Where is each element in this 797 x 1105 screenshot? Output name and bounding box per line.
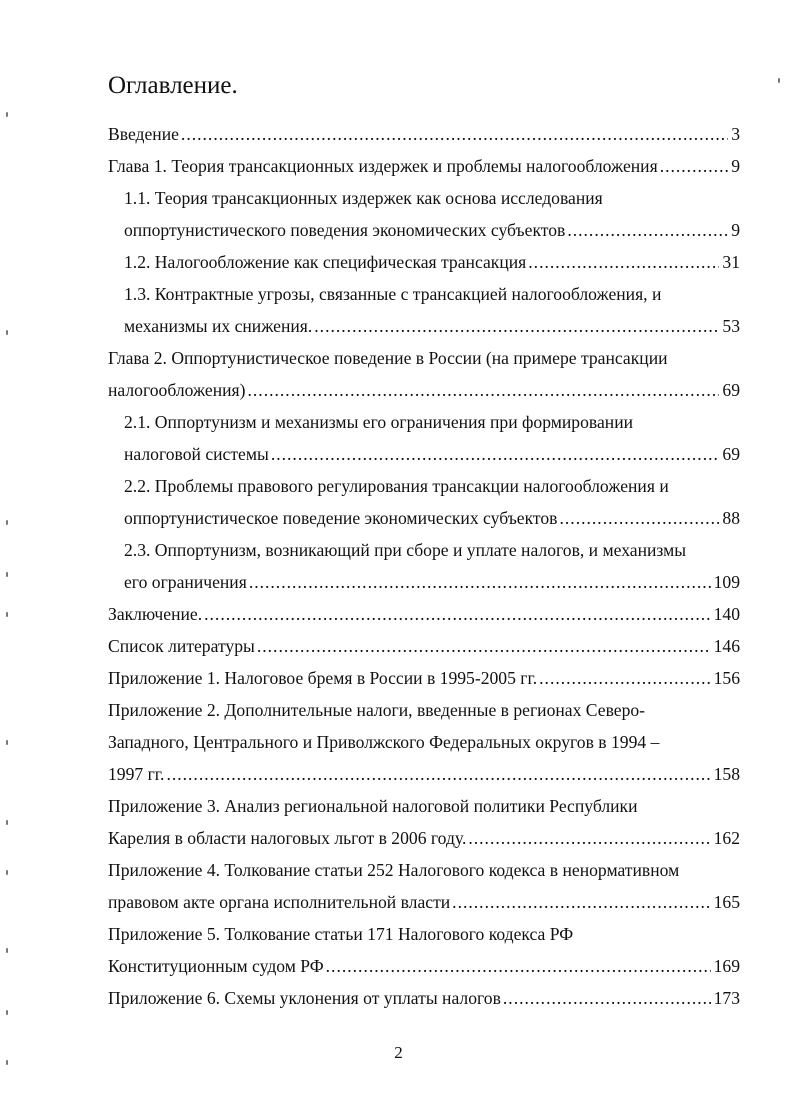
toc-entry-text: Глава 1. Теория трансакционных издержек и проблемы налогообложения bbox=[108, 156, 658, 176]
toc-page-number: 140 bbox=[713, 604, 740, 624]
toc-entry-text: 1997 гг. bbox=[108, 764, 165, 784]
toc-leader-dots bbox=[314, 310, 719, 342]
toc-leader-dots bbox=[560, 502, 720, 534]
toc-page-number: 162 bbox=[713, 828, 740, 848]
toc-entry-text: Конституционным судом РФ bbox=[108, 956, 324, 976]
toc-leader-dots bbox=[528, 246, 719, 278]
scan-speck bbox=[6, 572, 8, 577]
toc-entry bbox=[108, 598, 740, 630]
toc-page-number: 9 bbox=[731, 156, 740, 176]
scan-speck bbox=[6, 330, 8, 335]
toc-entry bbox=[108, 918, 740, 950]
toc-page-number: 169 bbox=[713, 956, 740, 976]
toc-entry bbox=[124, 406, 740, 438]
toc-leader-dots bbox=[539, 662, 710, 694]
toc-entry bbox=[124, 246, 740, 278]
toc-entry-text: Заключение. bbox=[108, 604, 203, 624]
toc-entry-text: оппортунистическое поведение экономических субъектов bbox=[124, 508, 558, 528]
toc-entry-text: 1.2. Налогообложение как специфическая трансакция bbox=[124, 252, 527, 272]
toc-entry-text: Приложение 6. Схемы уклонения от уплаты налогов bbox=[108, 988, 501, 1008]
toc-entry-text: 2.1. Оппортунизм и механизмы его ограничения при формировании bbox=[124, 412, 634, 432]
toc-leader-dots bbox=[248, 374, 720, 406]
page-title: Оглавление. bbox=[108, 72, 238, 99]
toc-entry bbox=[108, 694, 740, 726]
toc-entry-text: механизмы их снижения. bbox=[124, 316, 313, 336]
toc-leader-dots bbox=[452, 886, 710, 918]
toc-entry bbox=[108, 150, 740, 182]
toc-page-number: 165 bbox=[713, 892, 740, 912]
toc-page-number: 3 bbox=[731, 124, 740, 144]
scan-speck bbox=[6, 948, 8, 953]
toc-entry bbox=[108, 374, 740, 406]
toc-entry-text: налогообложения) bbox=[108, 380, 246, 400]
toc-entry-text: налоговой системы bbox=[124, 444, 269, 464]
toc-leader-dots bbox=[249, 566, 711, 598]
toc-entry-text: Введение bbox=[108, 124, 179, 144]
toc-leader-dots bbox=[660, 150, 729, 182]
toc-page-number: 146 bbox=[713, 636, 740, 656]
toc-entry bbox=[124, 470, 740, 502]
toc-page-number: 9 bbox=[731, 220, 740, 240]
toc-page-number: 156 bbox=[713, 668, 740, 688]
toc-leader-dots bbox=[326, 950, 711, 982]
toc-entry-text: Приложение 5. Толкование статьи 171 Налогового кодекса РФ bbox=[108, 924, 574, 944]
toc-page-number: 69 bbox=[722, 444, 740, 464]
toc-entry bbox=[124, 214, 740, 246]
toc-entry bbox=[108, 822, 740, 854]
toc-entry bbox=[108, 758, 740, 790]
toc-entry bbox=[108, 790, 740, 822]
toc-leader-dots bbox=[257, 630, 711, 662]
toc-page-number: 31 bbox=[722, 252, 740, 272]
toc-entry-text: 1.3. Контрактные угрозы, связанные с трансакцией налогообложения, и bbox=[124, 284, 662, 304]
scan-speck bbox=[778, 78, 780, 83]
scan-speck bbox=[6, 1060, 8, 1065]
toc-entry bbox=[108, 726, 740, 758]
toc-entry bbox=[108, 886, 740, 918]
toc-leader-dots bbox=[181, 118, 728, 150]
toc-entry-text: правовом акте органа исполнительной власти bbox=[108, 892, 451, 912]
toc-entry bbox=[124, 534, 740, 566]
toc-leader-dots bbox=[567, 214, 728, 246]
toc-entry bbox=[124, 438, 740, 470]
toc-leader-dots bbox=[204, 598, 710, 630]
toc-entry-text: Глава 2. Оппортунистическое поведение в России (на примере трансакции bbox=[108, 348, 668, 368]
scan-speck bbox=[6, 1010, 8, 1015]
toc-entry-text: 2.3. Оппортунизм, возникающий при сборе и уплате налогов, и механизмы bbox=[124, 540, 687, 560]
toc-entry-text: Приложение 2. Дополнительные налоги, введенные в регионах Северо- bbox=[108, 700, 646, 720]
scan-speck bbox=[6, 820, 8, 825]
toc-entry bbox=[108, 118, 740, 150]
toc-entry-text: Западного, Центрального и Приволжского Федеральных округов в 1994 – bbox=[108, 732, 660, 752]
toc-entry bbox=[108, 854, 740, 886]
scan-speck bbox=[6, 520, 8, 525]
page-number: 2 bbox=[394, 1043, 403, 1062]
toc-entry bbox=[124, 502, 740, 534]
toc-entry bbox=[108, 662, 740, 694]
scan-speck bbox=[6, 740, 8, 745]
toc-entry-text: оппортунистического поведения экономических субъектов bbox=[124, 220, 566, 240]
scan-speck bbox=[6, 612, 8, 617]
toc-entry-text: 2.2. Проблемы правового регулирования трансакции налогообложения и bbox=[124, 476, 669, 496]
toc-page-number: 158 bbox=[713, 764, 740, 784]
scan-speck bbox=[6, 870, 8, 875]
toc-entry bbox=[108, 982, 740, 1014]
toc-entry bbox=[108, 630, 740, 662]
toc-entry bbox=[124, 182, 740, 214]
toc-page-number: 69 bbox=[722, 380, 740, 400]
toc-leader-dots bbox=[166, 758, 710, 790]
toc-entry bbox=[124, 566, 740, 598]
toc-leader-dots bbox=[503, 982, 711, 1014]
toc-entry-text: Список литературы bbox=[108, 636, 255, 656]
toc-entry bbox=[124, 310, 740, 342]
toc-page-number: 88 bbox=[722, 508, 740, 528]
toc-page-number: 109 bbox=[713, 572, 740, 592]
toc-entry-text: Приложение 4. Толкование статьи 252 Налогового кодекса в ненормативном bbox=[108, 860, 680, 880]
toc-page-number: 173 bbox=[713, 988, 740, 1008]
toc-entry-text: Приложение 1. Налоговое бремя в России в 1995-2005 гг. bbox=[108, 668, 538, 688]
toc-leader-dots bbox=[271, 438, 720, 470]
scan-speck bbox=[6, 112, 8, 117]
toc-entry bbox=[124, 278, 740, 310]
toc-page-number: 53 bbox=[722, 316, 740, 336]
toc-entry-text: 1.1. Теория трансакционных издержек как основа исследования bbox=[124, 188, 603, 208]
toc-entry bbox=[108, 342, 740, 374]
toc-entry bbox=[108, 950, 740, 982]
toc-entry-text: Приложение 3. Анализ региональной налоговой политики Республики bbox=[108, 796, 638, 816]
toc-entry-text: его ограничения bbox=[124, 572, 247, 592]
toc-entry-text: Карелия в области налоговых льгот в 2006 году. bbox=[108, 828, 467, 848]
toc-leader-dots bbox=[468, 822, 710, 854]
